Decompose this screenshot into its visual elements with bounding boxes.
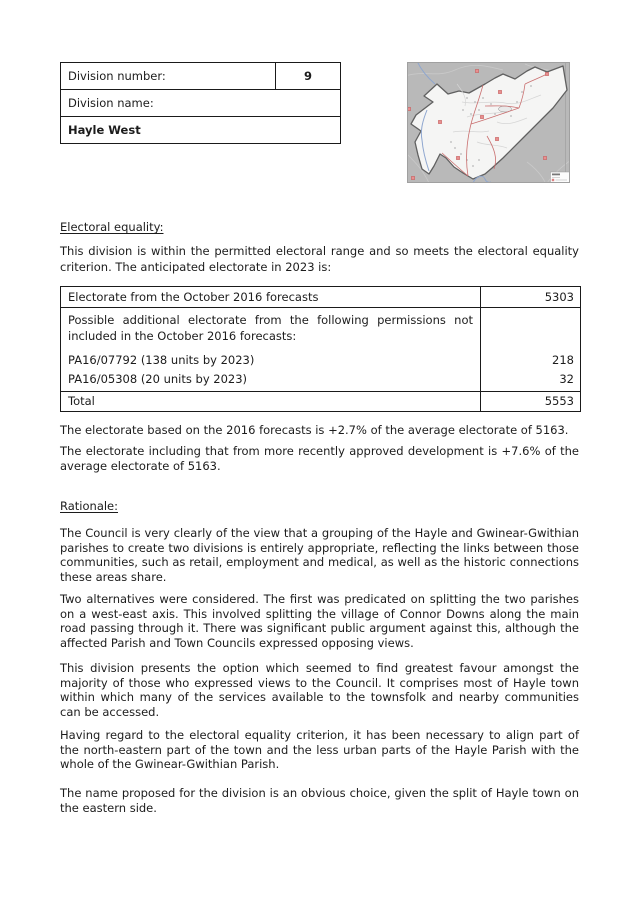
electorate-table <box>60 286 581 412</box>
division-name-label-row <box>61 90 340 117</box>
forecast-row <box>61 287 580 308</box>
division-name-label: Division name: <box>68 95 154 110</box>
division-number-label: Division number: <box>68 68 166 83</box>
division-name-value: Hayle West <box>68 122 141 137</box>
permission-1-value: 218 <box>552 353 574 367</box>
additional-electorate-row <box>61 308 580 392</box>
electoral-equality-intro: This division is within the permitted electoral range and so meets the electoral equality criterion. The anticipated electorate in 2023 is: <box>60 244 579 274</box>
permission-2-value: 32 <box>559 372 574 386</box>
permission-1-label: PA16/07792 (138 units by 2023) <box>68 353 255 367</box>
division-name-value-row <box>61 117 340 143</box>
map-legend <box>551 172 571 183</box>
division-number-row <box>61 63 340 90</box>
total-value: 5553 <box>480 392 580 411</box>
division-map-image <box>407 62 570 183</box>
rationale-paragraph-5: The name proposed for the division is an obvious choice, given the split of Hayle town on the eastern side. <box>60 786 579 815</box>
rationale-paragraph-2: Two alternatives were considered. The first was predicated on splitting the two parishes on a west-east axis. This involved splitting the village of Connor Downs along the main road passing through it. There was significant public argument against this, although the affected Parish and Town Councils expressed opposing views. <box>60 592 579 650</box>
development-note: The electorate including that from more recently approved development is +7.6% of the average electorate of 5163. <box>60 444 579 473</box>
additional-electorate-label: Possible additional electorate from the following permissions not included in the October 2016 forecasts: <box>68 313 473 343</box>
permission-2-label: PA16/05308 (20 units by 2023) <box>68 372 248 386</box>
forecast-label: Electorate from the October 2016 forecasts <box>68 289 319 304</box>
rationale-paragraph-3: This division presents the option which seemed to find greatest favour amongst the majority of those who expressed views to the Council. It comprises most of Hayle town within which many of the services available to the townsfolk and nearby communities can be accessed. <box>60 661 579 719</box>
total-label: Total <box>68 393 95 408</box>
division-map-svg <box>407 62 570 183</box>
electoral-equality-heading: Electoral equality: <box>60 220 164 234</box>
forecast-value: 5303 <box>480 287 580 307</box>
forecast-note: The electorate based on the 2016 forecasts is +2.7% of the average electorate of 5163. <box>60 423 569 437</box>
rationale-heading: Rationale: <box>60 499 119 513</box>
division-number-value: 9 <box>275 63 340 89</box>
total-row <box>61 392 580 411</box>
rationale-paragraph-4: Having regard to the electoral equality criterion, it has been necessary to align part of the north-eastern part of the town and the less urban parts of the Hayle Parish with the whole of the Gwinear-Gwithian Parish. <box>60 728 579 771</box>
division-info-table <box>60 62 341 144</box>
rationale-paragraph-1: The Council is very clearly of the view that a grouping of the Hayle and Gwinear-Gwithian parishes to create two divisions is entirely appropriate, reflecting the links between those communities, such as retail, employment and medical, as well as the historic connections these areas share. <box>60 526 579 584</box>
